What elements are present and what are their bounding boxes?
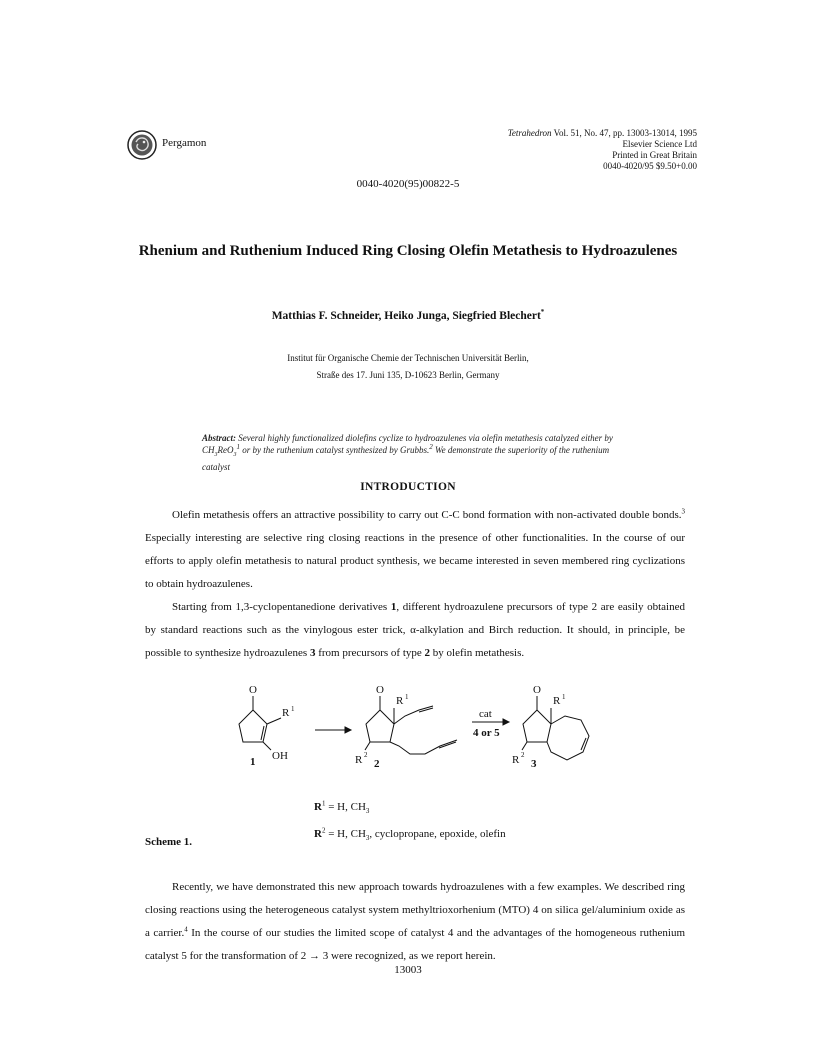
article-doi: 0040-4020(95)00822-5 [356,178,460,190]
abstract-text-c: or by the ruthenium catalyst synthesized by Grubbs. [240,445,430,455]
r1-text: = H, CH [325,801,366,813]
copyright-line: Elsevier Science Ltd [622,139,697,149]
arrow-2 [472,708,509,739]
affiliation-line-2: Straße des 17. Juni 135, D-10623 Berlin, Germany [316,370,500,380]
r2-label: R [314,828,322,841]
r1-sup: 1 [321,799,326,808]
c1-oxygen: O [249,684,257,696]
p2-text-c: from precursors of type [315,647,425,659]
p3-ref: 4 [184,925,188,934]
pergamon-logo [127,130,157,160]
abstract-ref-1: 1 [236,443,241,451]
p2-compound-3: 3 [309,647,316,659]
p3-text-b: In the course of our studies the limited scope of catalyst 4 and the advantages of the homogeneous ruthenium catalyst 5 for the transformation of 2 → 3 were recognized, as we report herein. [145,927,686,962]
c2-r2-sup: 2 [364,751,368,759]
arrow-conditions: 4 or 5 [473,727,500,739]
authors-text: Matthias F. Schneider, Heiko Junga, Siegfried Blechert [271,310,541,322]
p1-ref: 3 [681,507,685,516]
r1-label: R [314,801,322,813]
compound-2-structure [355,684,457,770]
affiliation-line-1: Institut für Organische Chemie der Technischen Universität Berlin, [287,353,529,363]
journal-citation [397,128,697,172]
paragraph-3 [145,876,685,968]
p2-text-d: by olefin metathesis. [430,647,525,659]
c1-oh: OH [272,750,288,762]
affiliation [0,350,816,384]
journal-name: Tetrahedron [507,128,552,138]
compound-1-label: 1 [250,756,256,768]
c2-r: R [396,695,404,707]
c1-r: R [282,707,290,719]
compound-2-label: 2 [374,758,380,770]
issn-price: 0040-4020/95 $9.50+0.00 [603,161,697,171]
c3-r2: R [512,754,520,766]
abstract-text-a: Several highly functionalized diolefins cyclize to hydroazulenes via olefin metathesis catalyzed either by CH [202,433,613,455]
r2-definition [314,823,506,850]
c3-r-sup: 1 [562,693,566,701]
p2-compound-1: 1 [390,601,397,613]
abstract-sub: 3 [214,451,218,458]
c3-r2-sup: 2 [521,751,525,759]
p1-text-b: Especially interesting are selective ring closing reactions in the presence of other functionalities. In the course of our efforts to apply olefin metathesis to natural product synthesis, we became interested in seven membered ring cyclizations to obtain hydroazulenes. [145,532,685,590]
p1-text-a: Olefin metathesis offers an attractive possibility to carry out C-C bond formation with non-activated double bonds. [172,509,682,521]
p2-compound-2: 2 [424,647,431,659]
journal-volume-pages: Vol. 51, No. 47, pp. 13003-13014, 1995 [551,128,697,138]
reaction-scheme [185,680,645,780]
scheme-caption: Scheme 1. [145,836,193,848]
paragraph-2 [145,596,685,665]
r2-text: = H, CH [325,828,366,841]
c1-r-sup: 1 [291,705,295,713]
arrow-1 [315,727,351,733]
r1-sub: 3 [365,807,370,816]
p3-text-a: Recently, we have demonstrated this new approach towards hydroazulenes with a few examples. We described ring closing reactions using the heterogeneous catalyst system methyltrioxorhenium (MTO) 4 on silica gel/aluminium oxide as a carrier. [145,881,685,939]
c2-oxygen: O [376,684,384,696]
compound-3-structure [512,684,589,770]
compound-1-structure [239,684,295,768]
r2-sup: 2 [321,826,326,835]
abstract-ref-2: 2 [429,443,433,451]
r1-definition [314,796,506,823]
abstract-sub-b: 3 [233,451,237,458]
c2-r-sup: 1 [405,693,409,701]
abstract-text-d: We demonstrate the superiority of the ruthenium catalyst [202,445,610,472]
paper-title: Rhenium and Ruthenium Induced Ring Closing Olefin Metathesis to Hydroazulenes [138,243,678,259]
r2-sub: 3 [365,834,370,843]
abstract-text-b: ReO [217,445,234,455]
arrow-catalyst: cat [479,708,492,720]
c3-oxygen: O [533,684,541,696]
r2-rest: , cyclopropane, epoxide, olefin [369,828,506,841]
p2-text-a: Starting from 1,3-cyclopentanedione derivatives [172,601,391,613]
compound-3-label: 3 [531,758,537,770]
publisher-name: Pergamon [162,137,207,149]
c2-r2: R [355,754,363,766]
p2-text-b: , different hydroazulene precursors of type 2 are easily obtained by standard reactions such as the vinylogous ester trick, α-alkylation and Birch reduction. It should, in principle, be possible to synthesize hydroazulenes [145,601,685,659]
abstract-label: Abstract: [202,433,237,443]
printed-line: Printed in Great Britain [612,150,697,160]
author-list [0,310,816,322]
section-heading-introduction: INTRODUCTION [360,481,456,493]
substituent-definitions [314,796,506,850]
c3-r: R [553,695,561,707]
corresponding-author-mark: * [540,308,545,317]
paragraph-1 [145,504,685,596]
abstract [202,432,628,473]
page-number: 13003 [394,964,422,976]
